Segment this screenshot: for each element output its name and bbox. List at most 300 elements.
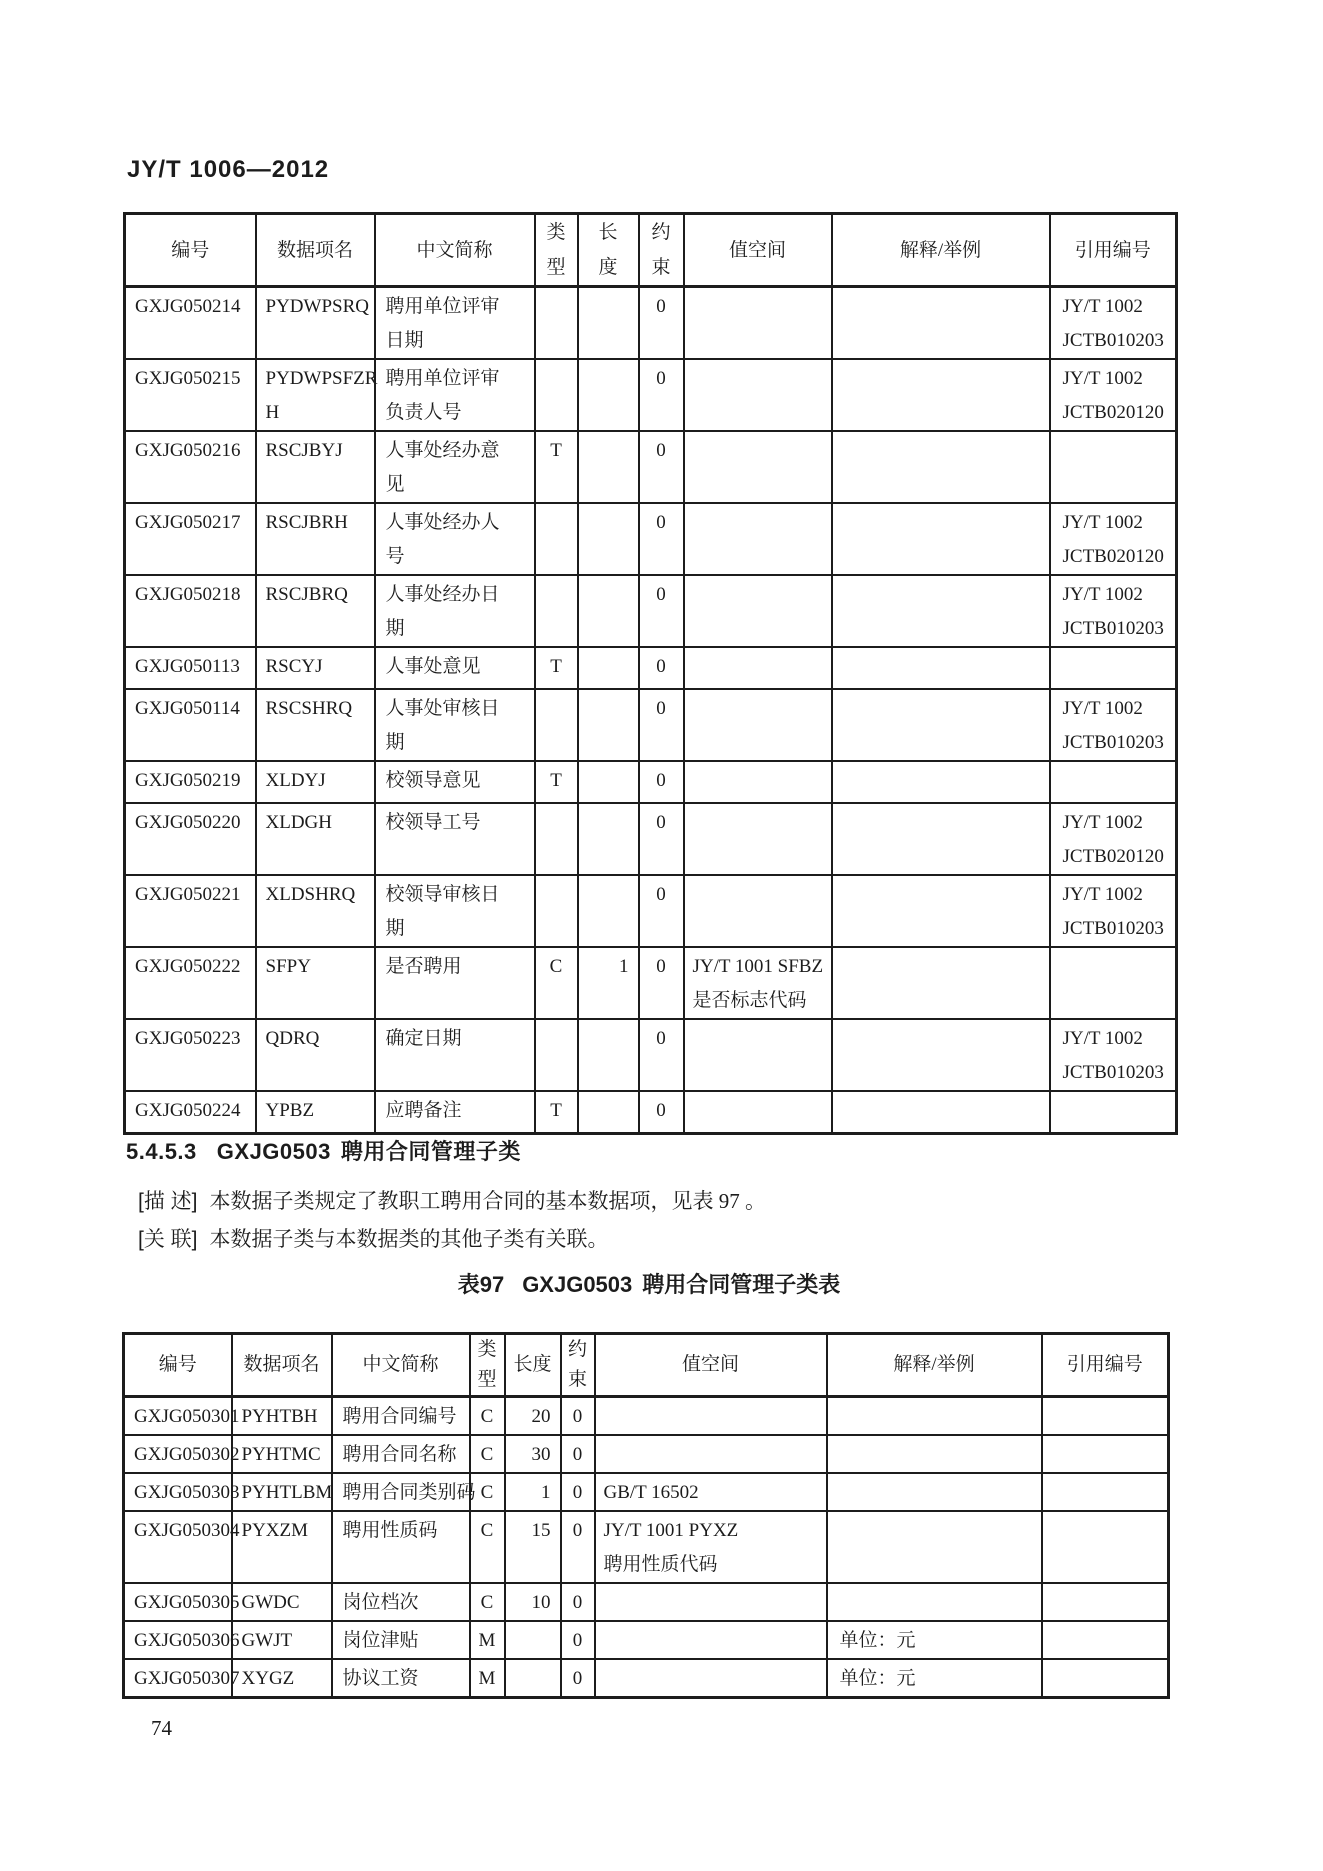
cell-line: 是否标志代码: [692, 990, 807, 1011]
cell-cn-abbr: [375, 947, 535, 1019]
cell-reference: [1050, 875, 1177, 947]
cell-cn-abbr: [375, 503, 535, 575]
column-header: [832, 214, 1050, 287]
relation-line: [138, 1220, 609, 1259]
cell-line: C: [480, 1406, 494, 1427]
cell-explanation: [832, 431, 1050, 503]
cell-line: C: [549, 956, 563, 977]
cell-cn-abbr: [375, 1019, 535, 1091]
cell-reference: [1042, 1583, 1169, 1621]
cell-explanation: [832, 647, 1050, 689]
table-row: [125, 1091, 1177, 1134]
section-title: 聘用合同管理子类: [340, 1139, 521, 1164]
table-row: [124, 1583, 1169, 1621]
cell-line: 人事处审核日: [385, 698, 500, 719]
cell-line: 0: [572, 1482, 583, 1503]
table-row: [125, 359, 1177, 431]
column-header: [125, 214, 256, 287]
cell-line: GWDC: [241, 1592, 300, 1613]
cell-type: [535, 647, 578, 689]
cell-cn-abbr: [375, 875, 535, 947]
cell-line: JY/T 1002: [1062, 698, 1143, 719]
cell-explanation: [832, 1019, 1050, 1091]
cell-line: RSCSHRQ: [265, 698, 353, 719]
cell-type: [535, 575, 578, 647]
cell-reference: [1042, 1511, 1169, 1583]
cell-line: 1: [541, 1482, 551, 1503]
column-header-line: 值空间: [728, 239, 786, 261]
cell-value-space: [595, 1511, 827, 1583]
cell-line: H: [265, 402, 280, 423]
cell-line: 人事处经办人: [385, 512, 500, 533]
cell-line: PYXZM: [241, 1520, 309, 1541]
cell-line: 0: [656, 812, 666, 833]
cell-value-space: [684, 1019, 832, 1091]
cell-line: 0: [572, 1406, 583, 1427]
table-row: [124, 1511, 1169, 1583]
cell-line: 20: [531, 1406, 551, 1427]
cell-value-space: [684, 647, 832, 689]
cell-line: T: [550, 770, 562, 791]
cell-line: JY/T 1002: [1062, 584, 1143, 605]
cell-type: [535, 803, 578, 875]
cell-line: 聘用合同编号: [342, 1406, 457, 1427]
cell-line: T: [550, 656, 562, 677]
cell-line: GXJG050221: [135, 884, 241, 905]
cell-constraint: [639, 1019, 684, 1091]
cell-item-name: [256, 689, 375, 761]
cell-line: GXJG050305: [134, 1592, 240, 1613]
cell-item-name: [256, 1091, 375, 1134]
cell-reference: [1050, 947, 1177, 1019]
cell-constraint: [561, 1397, 595, 1436]
column-header-line: 度: [598, 257, 618, 278]
cell-line: M: [478, 1668, 496, 1689]
cell-reference: [1050, 803, 1177, 875]
cell-reference: [1050, 503, 1177, 575]
cell-type: [535, 1091, 578, 1134]
cell-item-name: [256, 875, 375, 947]
cell-length: [578, 575, 639, 647]
table-row: [124, 1397, 1169, 1436]
cell-line: JCTB020120: [1062, 846, 1164, 867]
cell-value-space: [595, 1435, 827, 1473]
cell-value-space: [684, 431, 832, 503]
cell-value-space: [684, 1091, 832, 1134]
cell-type: [470, 1397, 505, 1436]
cell-explanation: [832, 287, 1050, 360]
table-row: [125, 875, 1177, 947]
cell-line: 是否聘用: [385, 956, 462, 977]
cell-line: JY/T 1002: [1062, 1028, 1143, 1049]
cell-line: 0: [656, 512, 666, 533]
cell-item-name: [256, 431, 375, 503]
cell-line: JCTB010203: [1062, 918, 1164, 939]
cell-line: GXJG050217: [135, 512, 241, 533]
column-header: [232, 1334, 332, 1397]
column-header: [827, 1334, 1042, 1397]
cell-line: QDRQ: [265, 1028, 320, 1049]
cell-cn-abbr: [332, 1397, 470, 1436]
cell-type: [470, 1583, 505, 1621]
cell-cn-abbr: [375, 575, 535, 647]
column-header-line: 束: [651, 257, 671, 278]
cell-reference: [1050, 431, 1177, 503]
cell-line: YPBZ: [265, 1100, 315, 1121]
cell-cn-abbr: [375, 431, 535, 503]
cell-constraint: [639, 689, 684, 761]
cell-value-space: [684, 575, 832, 647]
cell-line: JY/T 1001 PYXZ: [603, 1520, 739, 1541]
column-header-line: 长度: [513, 1354, 552, 1375]
cell-constraint: [561, 1511, 595, 1583]
cell-constraint: [639, 875, 684, 947]
cell-reference: [1042, 1621, 1169, 1659]
cell-id: [124, 1435, 240, 1473]
column-header: [256, 214, 375, 287]
cell-line: SFPY: [265, 956, 311, 977]
table-row: [125, 647, 1177, 689]
page-number: 74: [151, 1716, 172, 1740]
section-code: GXJG0503: [216, 1139, 331, 1164]
cell-constraint: [561, 1621, 595, 1659]
cell-constraint: [561, 1435, 595, 1473]
cell-explanation: [832, 947, 1050, 1019]
cell-line: 聘用单位评审: [385, 368, 500, 389]
table-caption-code: GXJG0503: [522, 1272, 633, 1297]
cell-value-space: [684, 503, 832, 575]
cell-value-space: [595, 1397, 827, 1436]
cell-reference: [1050, 575, 1177, 647]
cell-line: 校领导意见: [385, 770, 481, 791]
cell-line: T: [550, 440, 562, 461]
cell-type: [535, 287, 578, 360]
cell-line: 聘用性质码: [342, 1520, 438, 1541]
cell-id: [125, 761, 256, 803]
table-caption: [123, 1268, 1175, 1299]
table-row: [124, 1473, 1169, 1511]
cell-type: [535, 503, 578, 575]
table-caption-number: 表97: [457, 1272, 505, 1297]
cell-line: 1: [619, 956, 629, 977]
cell-line: GXJG050306: [134, 1630, 240, 1651]
cell-reference: [1042, 1659, 1169, 1698]
column-header: [578, 214, 639, 287]
cell-explanation: [832, 575, 1050, 647]
section-number: 5.4.5.3: [126, 1139, 197, 1164]
cell-id: [125, 947, 256, 1019]
cell-item-name: [232, 1659, 332, 1698]
cell-length: [505, 1659, 561, 1698]
cell-line: XLDGH: [265, 812, 332, 833]
cell-id: [125, 359, 256, 431]
column-header: [1050, 214, 1177, 287]
cell-length: [578, 761, 639, 803]
cell-value-space: [684, 875, 832, 947]
cell-length: [578, 359, 639, 431]
cell-line: JCTB010203: [1062, 618, 1164, 639]
cell-explanation: [832, 875, 1050, 947]
cell-line: 0: [656, 296, 666, 317]
cell-explanation: [832, 1091, 1050, 1134]
cell-line: PYHTLBM: [241, 1482, 333, 1503]
relation-label: [关 联]: [138, 1228, 198, 1251]
cell-line: GXJG050222: [135, 956, 241, 977]
cell-line: 0: [572, 1668, 583, 1689]
cell-item-name: [256, 761, 375, 803]
cell-line: RSCYJ: [265, 656, 323, 677]
table-row: [125, 575, 1177, 647]
cell-length: [578, 1091, 639, 1134]
cell-line: JCTB010203: [1062, 732, 1164, 753]
cell-id: [124, 1659, 240, 1698]
cell-line: GXJG050214: [135, 296, 241, 317]
cell-cn-abbr: [375, 647, 535, 689]
cell-line: XYGZ: [241, 1668, 295, 1689]
cell-line: 0: [656, 368, 666, 389]
cell-line: GXJG050302: [134, 1444, 240, 1465]
cell-line: 聘用单位评审: [385, 296, 500, 317]
cell-reference: [1050, 287, 1177, 360]
cell-id: [125, 431, 256, 503]
cell-constraint: [639, 359, 684, 431]
cell-line: PYHTMC: [241, 1444, 321, 1465]
cell-item-name: [256, 359, 378, 431]
cell-item-name: [232, 1511, 332, 1583]
cell-type: [535, 359, 578, 431]
cell-value-space: [684, 947, 832, 1019]
column-header: [332, 1334, 470, 1397]
cell-line: M: [478, 1630, 496, 1651]
cell-explanation: [827, 1511, 1042, 1583]
cell-id: [125, 575, 256, 647]
cell-id: [125, 647, 256, 689]
cell-type: [470, 1435, 505, 1473]
cell-line: 负责人号: [385, 402, 462, 423]
column-header-line: 编号: [171, 239, 210, 261]
cell-item-name: [232, 1397, 332, 1436]
cell-length: [578, 803, 639, 875]
cell-id: [125, 1019, 256, 1091]
column-header-line: 型: [546, 257, 566, 278]
table-row: [124, 1659, 1169, 1698]
table-row: [124, 1621, 1169, 1659]
cell-value-space: [684, 689, 832, 761]
doc-code: JY/T 1006—2012: [127, 156, 330, 183]
cell-length: [505, 1511, 561, 1583]
cell-line: GXJG050224: [135, 1100, 241, 1121]
cell-explanation: [827, 1659, 1042, 1698]
cell-line: 人事处意见: [385, 656, 481, 677]
cell-line: 0: [656, 440, 666, 461]
table-row: [125, 287, 1177, 360]
cell-line: T: [550, 1100, 562, 1121]
table-row: [125, 947, 1177, 1019]
cell-explanation: [827, 1397, 1042, 1436]
data-table-1: [123, 212, 1178, 1135]
cell-item-name: [256, 947, 375, 1019]
cell-item-name: [256, 287, 375, 360]
cell-line: 期: [385, 918, 405, 939]
cell-length: [505, 1583, 561, 1621]
column-header: [505, 1334, 561, 1397]
cell-line: C: [480, 1592, 494, 1613]
cell-constraint: [639, 287, 684, 360]
cell-constraint: [639, 803, 684, 875]
cell-line: C: [480, 1482, 494, 1503]
cell-type: [535, 1019, 578, 1091]
cell-line: 应聘备注: [385, 1100, 462, 1121]
cell-line: JY/T 1001 SFBZ: [692, 956, 824, 977]
cell-reference: [1050, 647, 1177, 689]
cell-constraint: [561, 1659, 595, 1698]
cell-line: GXJG050219: [135, 770, 241, 791]
cell-explanation: [832, 689, 1050, 761]
cell-line: GWJT: [241, 1630, 293, 1651]
cell-cn-abbr: [375, 287, 535, 360]
relation-text: 本数据子类与本数据类的其他子类有关联。: [209, 1227, 609, 1251]
cell-line: 0: [656, 656, 666, 677]
cell-line: 岗位津贴: [342, 1630, 419, 1651]
cell-line: JCTB020120: [1062, 546, 1164, 567]
column-header-line: 长: [598, 222, 618, 243]
cell-line: RSCJBRQ: [265, 584, 348, 605]
column-header-line: 约: [567, 1339, 587, 1360]
table-row: [125, 689, 1177, 761]
table-caption-title: 聘用合同管理子类表: [642, 1272, 841, 1297]
table-row: [125, 803, 1177, 875]
cell-value-space: [684, 761, 832, 803]
cell-line: C: [480, 1444, 494, 1465]
cell-line: 校领导审核日: [385, 884, 500, 905]
cell-line: GXJG050218: [135, 584, 241, 605]
cell-line: 单位：元: [839, 1668, 916, 1689]
cell-line: 0: [656, 770, 666, 791]
column-header-line: 解释/举例: [893, 1354, 975, 1375]
cell-cn-abbr: [332, 1659, 470, 1698]
cell-explanation: [832, 503, 1050, 575]
table-row: [124, 1435, 1169, 1473]
cell-reference: [1042, 1397, 1169, 1436]
cell-line: GB/T 16502: [603, 1482, 699, 1503]
column-header-line: 解释/举例: [899, 239, 982, 261]
header-row: [124, 1334, 1169, 1397]
cell-cn-abbr: [332, 1511, 470, 1583]
cell-type: [470, 1621, 505, 1659]
cell-line: 0: [572, 1630, 583, 1651]
data-table-2: [122, 1332, 1170, 1699]
cell-line: 人事处经办日: [385, 584, 500, 605]
cell-length: [505, 1473, 561, 1511]
cell-explanation: [832, 359, 1050, 431]
cell-cn-abbr: [375, 761, 535, 803]
cell-explanation: [832, 761, 1050, 803]
cell-item-name: [256, 1019, 375, 1091]
cell-id: [124, 1511, 240, 1583]
column-header-line: 编号: [158, 1354, 197, 1375]
cell-reference: [1050, 359, 1177, 431]
section-heading: [126, 1135, 521, 1166]
cell-length: [578, 947, 639, 1019]
cell-constraint: [639, 431, 684, 503]
cell-item-name: [256, 575, 375, 647]
cell-line: JY/T 1002: [1062, 884, 1143, 905]
cell-line: 0: [656, 1028, 666, 1049]
cell-cn-abbr: [375, 1091, 535, 1134]
cell-reference: [1042, 1435, 1169, 1473]
cell-length: [505, 1397, 561, 1436]
column-header-line: 束: [567, 1369, 587, 1390]
cell-line: PYDWPSRQ: [265, 296, 369, 317]
column-header-line: 值空间: [681, 1354, 739, 1375]
cell-line: 15: [531, 1520, 551, 1541]
cell-line: 协议工资: [342, 1668, 419, 1689]
column-header: [470, 1334, 505, 1397]
cell-line: JY/T 1002: [1062, 296, 1143, 317]
cell-line: GXJG050307: [134, 1668, 240, 1689]
cell-cn-abbr: [375, 689, 535, 761]
cell-type: [535, 431, 578, 503]
cell-id: [125, 287, 256, 360]
column-header: [684, 214, 832, 287]
cell-explanation: [832, 803, 1050, 875]
cell-line: 校领导工号: [385, 812, 481, 833]
cell-line: PYDWPSFZR: [265, 368, 378, 389]
cell-id: [124, 1583, 240, 1621]
cell-reference: [1050, 1091, 1177, 1134]
cell-item-name: [232, 1583, 332, 1621]
cell-length: [505, 1435, 561, 1473]
cell-line: GXJG050223: [135, 1028, 241, 1049]
cell-line: 见: [385, 474, 405, 495]
cell-line: 10: [531, 1592, 551, 1613]
cell-constraint: [639, 647, 684, 689]
cell-line: XLDSHRQ: [265, 884, 356, 905]
cell-length: [578, 1019, 639, 1091]
cell-line: 日期: [385, 330, 424, 351]
column-header: [124, 1334, 232, 1397]
cell-reference: [1042, 1473, 1169, 1511]
cell-type: [535, 875, 578, 947]
column-header-line: 约: [651, 222, 671, 243]
cell-line: JY/T 1002: [1062, 512, 1143, 533]
cell-item-name: [256, 647, 375, 689]
cell-constraint: [639, 947, 684, 1019]
column-header: [595, 1334, 827, 1397]
table-row: [125, 761, 1177, 803]
cell-value-space: [595, 1473, 827, 1511]
cell-explanation: [827, 1473, 1042, 1511]
cell-reference: [1050, 689, 1177, 761]
cell-line: GXJG050216: [135, 440, 241, 461]
column-header: [535, 214, 578, 287]
table-row: [125, 1019, 1177, 1091]
cell-value-space: [595, 1583, 827, 1621]
cell-item-name: [256, 803, 375, 875]
cell-explanation: [827, 1621, 1042, 1659]
cell-type: [535, 689, 578, 761]
cell-item-name: [232, 1473, 332, 1511]
cell-item-name: [232, 1435, 332, 1473]
column-header-line: 数据项名: [243, 1354, 320, 1375]
cell-value-space: [684, 359, 832, 431]
cell-line: GXJG050220: [135, 812, 241, 833]
column-header-line: 类: [546, 222, 566, 243]
description-label: [描 述]: [138, 1190, 198, 1213]
cell-item-name: [256, 503, 375, 575]
column-header-line: 型: [477, 1369, 497, 1390]
cell-cn-abbr: [375, 359, 535, 431]
